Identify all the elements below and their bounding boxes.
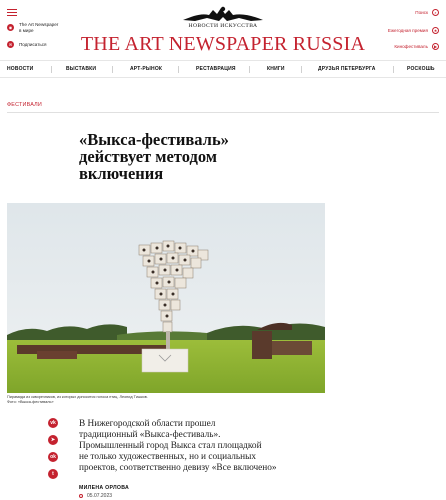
photo-caption xyxy=(7,395,227,405)
article-date xyxy=(79,493,112,499)
menu-icon-bar xyxy=(7,15,17,16)
world-link-label: The Art Newspaper в мире xyxy=(19,22,59,33)
vk-icon[interactable]: vk xyxy=(48,418,58,428)
search-link-label: Поиск xyxy=(415,10,428,15)
nav-item-exhibitions[interactable]: ВЫСТАВКИ xyxy=(66,66,97,72)
search-link[interactable] xyxy=(415,9,439,16)
article-author[interactable]: МИЛЕНА ОРЛОВА xyxy=(79,485,130,491)
article-lead-line: Промышленный город Выкса стал площадкой xyxy=(79,441,262,451)
nav-item-art-market[interactable]: АРТ-РЫНОК xyxy=(130,66,163,72)
telegram-icon[interactable]: ➤ xyxy=(48,435,58,445)
film-festival-link-label: Кинофестиваль xyxy=(394,44,428,49)
nav-item-luxury[interactable]: РОСКОШЬ xyxy=(407,66,435,72)
nav-divider xyxy=(393,66,394,73)
menu-icon-bar xyxy=(7,12,17,13)
photo-caption-credit: Фото: «Выкса-фестиваль» xyxy=(7,400,54,404)
article-title-line: включения xyxy=(79,164,164,183)
photo-caption-line: Пирамида из скворечников, из которых доносится голоса птиц. Леонид Тишков. xyxy=(7,395,148,399)
odnoklassniki-icon[interactable]: ok xyxy=(48,452,58,462)
award-link[interactable] xyxy=(388,27,439,34)
menu-button[interactable] xyxy=(7,9,17,18)
article-lead-line: проектов, соответственно девизу «Все включено» xyxy=(79,463,277,473)
article-title-line: действует методом xyxy=(79,147,217,166)
article-photo xyxy=(7,203,325,393)
nav-item-books[interactable]: КНИГИ xyxy=(267,66,285,72)
birdhouse-sculpture-photo xyxy=(7,203,325,393)
section-divider xyxy=(7,112,439,113)
article-date-value: 05.07.2023 xyxy=(87,493,113,499)
logo-subtitle: НОВОСТИ ИСКУССТВА xyxy=(188,23,258,29)
award-link-label: Ежегодная премия xyxy=(387,28,428,33)
subscribe-icon: ✉ xyxy=(8,42,13,47)
nav-item-news[interactable]: НОВОСТИ xyxy=(7,66,34,72)
nav-divider xyxy=(249,66,250,73)
article-title-line: «Выкса-фестиваль» xyxy=(79,130,229,149)
film-festival-link[interactable] xyxy=(394,43,439,50)
globe-icon: ◉ xyxy=(8,25,13,30)
article-lead-line: В Нижегородской области прошел xyxy=(79,419,216,429)
subscribe-link-label: Подписаться xyxy=(19,41,47,47)
search-icon: ⌕ xyxy=(432,9,439,16)
eagle-logo-icon xyxy=(181,5,265,23)
nav-item-petersburg-friends[interactable]: ДРУЗЬЯ ПЕТЕРБУРГА xyxy=(318,66,376,72)
nav-divider xyxy=(301,66,302,73)
nav-item-restoration[interactable]: РЕСТАВРАЦИЯ xyxy=(196,66,236,72)
nav-divider xyxy=(51,66,52,73)
article-title xyxy=(79,131,329,182)
article-lead xyxy=(79,419,319,474)
menu-icon-bar xyxy=(7,9,17,10)
site-logo[interactable]: THE ART NEWSPAPER RUSSIA xyxy=(80,33,366,55)
article-lead-line: не только художественных, но и социальных xyxy=(79,452,257,462)
nav-divider xyxy=(178,66,179,73)
twitter-icon[interactable]: t xyxy=(48,469,58,479)
article-lead-line: традиционный «Выкса-фестиваль». xyxy=(79,430,221,440)
main-nav xyxy=(0,60,446,78)
film-icon: ▶ xyxy=(433,44,438,49)
clock-icon xyxy=(79,494,83,498)
award-icon: ★ xyxy=(433,28,438,33)
nav-divider xyxy=(112,66,113,73)
article-section[interactable]: ФЕСТИВАЛИ xyxy=(7,102,42,108)
share-buttons xyxy=(48,418,58,486)
